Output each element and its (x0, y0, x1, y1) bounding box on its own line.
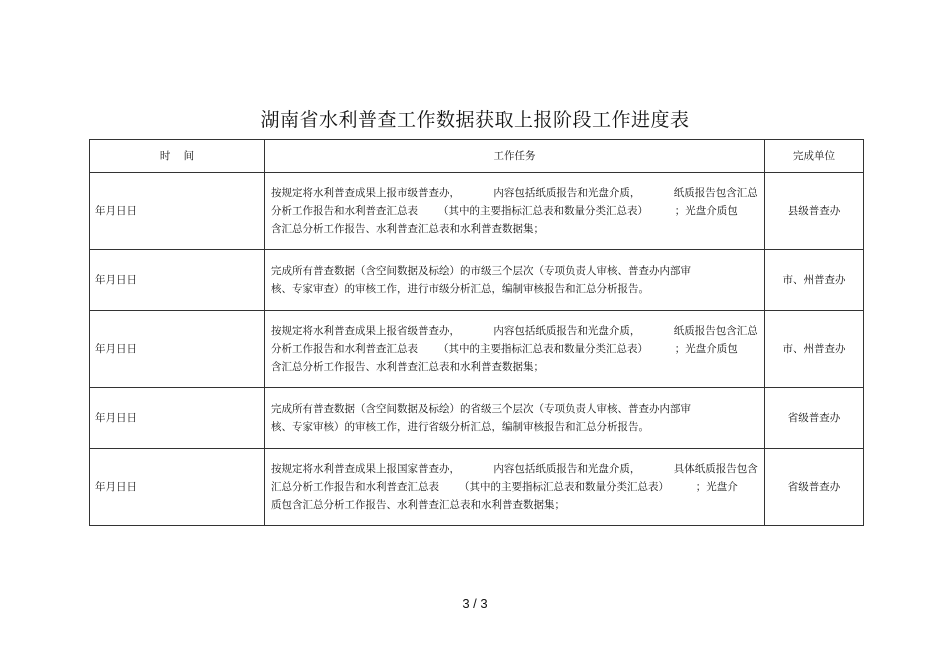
table-row (90, 388, 864, 449)
cell-task: 完成所有普查数据（含空间数据及标绘）的市级三个层次（专项负责人审核、普查办内部审 核、专家审查）的审核工作，进行市级分析汇总，编制审核报告和汇总分析报告。 (265, 250, 765, 311)
cell-unit: 市、州普查办 (765, 311, 864, 388)
cell-time: 年月日日 (90, 449, 265, 526)
progress-table (89, 139, 864, 526)
cell-task: 按规定将水利普查成果上报省级普查办， 内容包括纸质报告和光盘介质， 纸质报告包含汇总 分析工作报告和水利普查汇总表 （其中的主要指标汇总表和数量分类汇总表） ；光盘介质包 含汇总分析工作报告、水利普查汇总表和水利普查数据集； (265, 311, 765, 388)
cell-time: 年月日日 (90, 311, 265, 388)
cell-unit: 省级普查办 (765, 449, 864, 526)
table-row (90, 250, 864, 311)
cell-time: 年月日日 (90, 250, 265, 311)
table-row (90, 173, 864, 250)
header-time: 时 间 (90, 140, 265, 173)
table-header-row (90, 140, 864, 173)
cell-task: 完成所有普查数据（含空间数据及标绘）的省级三个层次（专项负责人审核、普查办内部审 核、专家审核）的审核工作，进行省级分析汇总，编制审核报告和汇总分析报告。 (265, 388, 765, 449)
cell-task: 按规定将水利普查成果上报国家普查办， 内容包括纸质报告和光盘介质， 具体纸质报告包含 汇总分析工作报告和水利普查汇总表 （其中的主要指标汇总表和数量分类汇总表） ；光盘介 质包含汇总分析工作报告、水利普查汇总表和水利普查数据集； (265, 449, 765, 526)
page-number: 3 / 3 (462, 596, 488, 611)
cell-time: 年月日日 (90, 173, 265, 250)
cell-unit: 县级普查办 (765, 173, 864, 250)
cell-unit: 市、州普查办 (765, 250, 864, 311)
cell-time: 年月日日 (90, 388, 265, 449)
table-row (90, 311, 864, 388)
page-title: 湖南省水利普查工作数据获取上报阶段工作进度表 (260, 109, 690, 131)
header-unit: 完成单位 (765, 140, 864, 173)
cell-unit: 省级普查办 (765, 388, 864, 449)
table-row (90, 449, 864, 526)
cell-task: 按规定将水利普查成果上报市级普查办， 内容包括纸质报告和光盘介质， 纸质报告包含汇总 分析工作报告和水利普查汇总表 （其中的主要指标汇总表和数量分类汇总表） ；光盘介质包 含汇总分析工作报告、水利普查汇总表和水利普查数据集； (265, 173, 765, 250)
header-task: 工作任务 (265, 140, 765, 173)
